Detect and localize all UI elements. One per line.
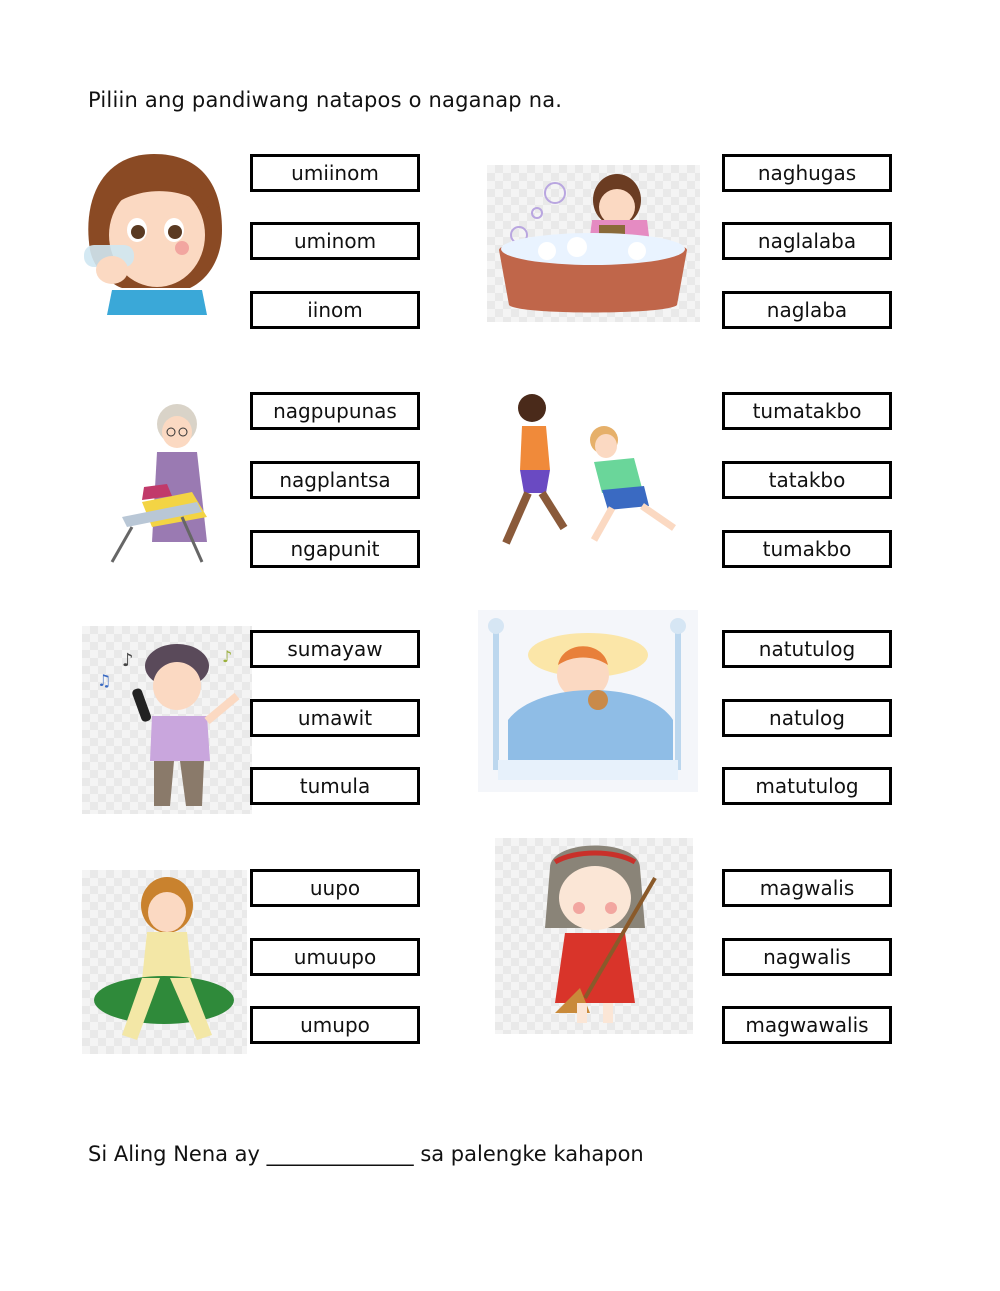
- option-button[interactable]: tatakbo: [722, 461, 892, 499]
- option-button[interactable]: nagplantsa: [250, 461, 420, 499]
- drinking-girl-image: [82, 150, 227, 315]
- washing-clothes-image: [487, 165, 700, 322]
- option-button[interactable]: iinom: [250, 291, 420, 329]
- option-button[interactable]: umupo: [250, 1006, 420, 1044]
- option-button[interactable]: tumakbo: [722, 530, 892, 568]
- instruction-text: Piliin ang pandiwang natapos o naganap na.: [88, 88, 563, 112]
- option-button[interactable]: uminom: [250, 222, 420, 260]
- option-button[interactable]: umiinom: [250, 154, 420, 192]
- fill-in-sentence: Si Aling Nena ay ______________ sa palengke kahapon: [88, 1142, 644, 1166]
- running-kids-image: [484, 378, 702, 560]
- option-button[interactable]: sumayaw: [250, 630, 420, 668]
- option-button[interactable]: uupo: [250, 869, 420, 907]
- option-button[interactable]: tumula: [250, 767, 420, 805]
- option-button[interactable]: naglalaba: [722, 222, 892, 260]
- option-button[interactable]: naghugas: [722, 154, 892, 192]
- svg-text:♪: ♪: [222, 647, 233, 666]
- svg-text:♪: ♪: [122, 650, 134, 671]
- option-button[interactable]: magwalis: [722, 869, 892, 907]
- ironing-grandma-image: [82, 392, 242, 570]
- option-button[interactable]: naglaba: [722, 291, 892, 329]
- option-button[interactable]: umuupo: [250, 938, 420, 976]
- option-button[interactable]: tumatakbo: [722, 392, 892, 430]
- option-button[interactable]: matutulog: [722, 767, 892, 805]
- option-button[interactable]: natutulog: [722, 630, 892, 668]
- option-button[interactable]: nagwalis: [722, 938, 892, 976]
- singing-boy-image: [82, 626, 252, 814]
- option-button[interactable]: ngapunit: [250, 530, 420, 568]
- sweeping-girl-image: [495, 838, 693, 1034]
- option-button[interactable]: magwawalis: [722, 1006, 892, 1044]
- sleeping-child-image: [478, 610, 698, 792]
- option-button[interactable]: nagpupunas: [250, 392, 420, 430]
- option-button[interactable]: natulog: [722, 699, 892, 737]
- svg-text:♫: ♫: [97, 671, 112, 690]
- option-button[interactable]: umawit: [250, 699, 420, 737]
- sitting-girl-image: [82, 870, 247, 1054]
